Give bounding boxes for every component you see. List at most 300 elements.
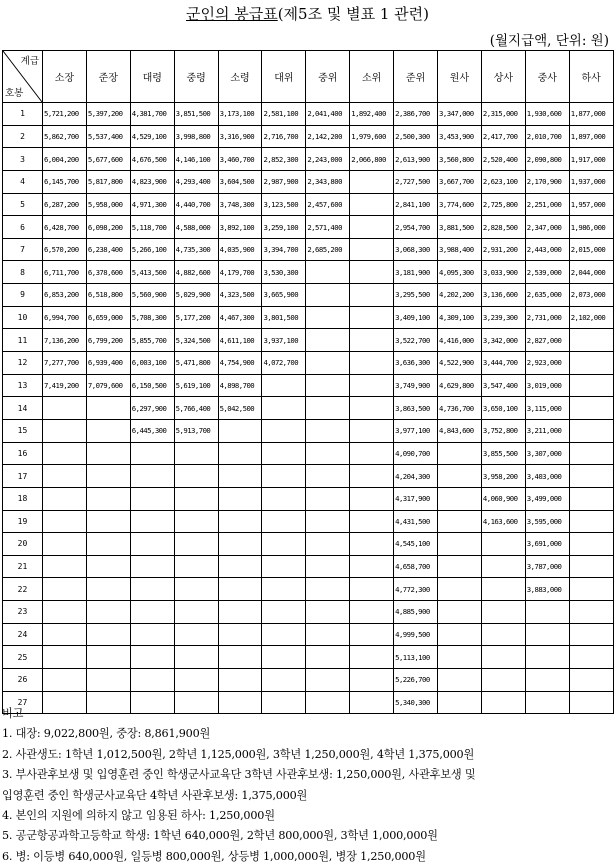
- step-cell: 26: [3, 669, 43, 692]
- notes-section: [2, 704, 613, 867]
- pay-cell: 3,748,300: [218, 193, 262, 216]
- note-line: 입영훈련 중인 학생군사교육단 4학년 사관후보생: 1,375,000원: [2, 788, 308, 802]
- pay-cell: 3,295,500: [394, 284, 438, 307]
- pay-cell: [262, 419, 306, 442]
- pay-cell: 4,202,200: [438, 284, 482, 307]
- pay-cell: 4,898,700: [218, 374, 262, 397]
- pay-cell: [43, 442, 87, 465]
- pay-cell: 3,752,800: [481, 419, 525, 442]
- pay-cell: [130, 669, 174, 692]
- pay-cell: [262, 578, 306, 601]
- pay-cell: [306, 261, 350, 284]
- pay-cell: 4,060,900: [481, 487, 525, 510]
- pay-cell: [218, 487, 262, 510]
- pay-cell: 3,033,900: [481, 261, 525, 284]
- pay-cell: 2,251,000: [525, 193, 569, 216]
- pay-cell: [350, 601, 394, 624]
- pay-cell: 2,102,000: [569, 306, 613, 329]
- pay-cell: [306, 419, 350, 442]
- pay-cell: 6,098,200: [86, 216, 130, 239]
- pay-cell: 5,471,800: [174, 352, 218, 375]
- pay-cell: [350, 352, 394, 375]
- table-row: [3, 125, 614, 148]
- pay-cell: [525, 646, 569, 669]
- table-row: [3, 193, 614, 216]
- pay-cell: [262, 669, 306, 692]
- pay-cell: [130, 578, 174, 601]
- pay-cell: 2,073,000: [569, 284, 613, 307]
- pay-cell: 5,855,700: [130, 329, 174, 352]
- pay-cell: 1,897,000: [569, 125, 613, 148]
- pay-cell: 4,971,300: [130, 193, 174, 216]
- pay-cell: [86, 487, 130, 510]
- pay-cell: [350, 442, 394, 465]
- step-cell: 10: [3, 306, 43, 329]
- pay-cell: 3,530,300: [262, 261, 306, 284]
- pay-cell: 7,136,200: [43, 329, 87, 352]
- pay-cell: 5,913,700: [174, 419, 218, 442]
- pay-cell: 3,115,000: [525, 397, 569, 420]
- pay-cell: [306, 601, 350, 624]
- pay-cell: [481, 669, 525, 692]
- pay-cell: 3,403,000: [525, 465, 569, 488]
- pay-cell: 3,665,900: [262, 284, 306, 307]
- pay-cell: [174, 465, 218, 488]
- pay-cell: [306, 397, 350, 420]
- table-row: [3, 465, 614, 488]
- pay-cell: [130, 533, 174, 556]
- pay-cell: [350, 284, 394, 307]
- pay-cell: [262, 623, 306, 646]
- pay-cell: 4,522,900: [438, 352, 482, 375]
- pay-cell: 2,581,100: [262, 103, 306, 126]
- notes-heading: 비고: [2, 707, 24, 720]
- pay-cell: [350, 397, 394, 420]
- pay-cell: 4,072,700: [262, 352, 306, 375]
- pay-cell: 3,136,600: [481, 284, 525, 307]
- pay-table: [2, 50, 614, 714]
- pay-cell: [569, 533, 613, 556]
- step-cell: 9: [3, 284, 43, 307]
- pay-cell: 4,467,300: [218, 306, 262, 329]
- pay-cell: 2,923,000: [525, 352, 569, 375]
- pay-cell: [218, 510, 262, 533]
- step-cell: 24: [3, 623, 43, 646]
- step-cell: 22: [3, 578, 43, 601]
- pay-cell: [262, 374, 306, 397]
- step-cell: 1: [3, 103, 43, 126]
- pay-cell: 4,440,700: [174, 193, 218, 216]
- pay-cell: [481, 601, 525, 624]
- pay-cell: 4,204,300: [394, 465, 438, 488]
- step-cell: 6: [3, 216, 43, 239]
- pay-cell: 3,851,500: [174, 103, 218, 126]
- pay-cell: [86, 465, 130, 488]
- pay-cell: [43, 669, 87, 692]
- pay-cell: 2,386,700: [394, 103, 438, 126]
- pay-cell: [438, 465, 482, 488]
- pay-cell: 4,843,600: [438, 419, 482, 442]
- step-cell: 5: [3, 193, 43, 216]
- step-cell: 11: [3, 329, 43, 352]
- pay-cell: [174, 510, 218, 533]
- pay-cell: 2,015,000: [569, 238, 613, 261]
- pay-cell: 3,977,100: [394, 419, 438, 442]
- pay-cell: [130, 646, 174, 669]
- pay-cell: [438, 487, 482, 510]
- step-cell: 3: [3, 148, 43, 171]
- pay-cell: 5,118,700: [130, 216, 174, 239]
- pay-cell: 4,293,400: [174, 170, 218, 193]
- pay-cell: [350, 646, 394, 669]
- step-cell: 17: [3, 465, 43, 488]
- pay-cell: 3,019,000: [525, 374, 569, 397]
- pay-cell: 3,499,000: [525, 487, 569, 510]
- pay-cell: 4,317,900: [394, 487, 438, 510]
- pay-cell: 6,004,200: [43, 148, 87, 171]
- pay-cell: [306, 533, 350, 556]
- step-cell: 27: [3, 691, 43, 714]
- pay-cell: 3,881,500: [438, 216, 482, 239]
- pay-cell: [130, 465, 174, 488]
- corner-step-label: 호봉: [5, 88, 24, 99]
- pay-cell: [218, 646, 262, 669]
- pay-cell: 6,145,700: [43, 170, 87, 193]
- table-body: [3, 103, 614, 714]
- pay-cell: [174, 487, 218, 510]
- pay-cell: 5,958,000: [86, 193, 130, 216]
- pay-cell: 3,173,100: [218, 103, 262, 126]
- pay-cell: 2,635,000: [525, 284, 569, 307]
- pay-cell: 2,090,800: [525, 148, 569, 171]
- pay-cell: 5,766,400: [174, 397, 218, 420]
- pay-cell: 3,181,900: [394, 261, 438, 284]
- pay-cell: [306, 623, 350, 646]
- title-sub: (제5조 및 별표 1 관련): [277, 5, 429, 23]
- header-row: [3, 51, 614, 103]
- pay-cell: [174, 601, 218, 624]
- pay-cell: 5,397,200: [86, 103, 130, 126]
- pay-cell: 4,629,800: [438, 374, 482, 397]
- pay-cell: 3,307,000: [525, 442, 569, 465]
- pay-cell: 3,211,000: [525, 419, 569, 442]
- pay-cell: 6,994,700: [43, 306, 87, 329]
- pay-cell: [86, 601, 130, 624]
- pay-cell: [438, 533, 482, 556]
- pay-cell: 1,892,400: [350, 103, 394, 126]
- pay-cell: 4,146,100: [174, 148, 218, 171]
- pay-cell: [350, 329, 394, 352]
- pay-cell: 3,774,600: [438, 193, 482, 216]
- pay-cell: [43, 465, 87, 488]
- pay-cell: [43, 623, 87, 646]
- pay-cell: 4,885,900: [394, 601, 438, 624]
- pay-cell: 7,419,200: [43, 374, 87, 397]
- pay-cell: [350, 623, 394, 646]
- pay-cell: [130, 601, 174, 624]
- pay-cell: [174, 442, 218, 465]
- pay-cell: 5,560,900: [130, 284, 174, 307]
- step-cell: 7: [3, 238, 43, 261]
- pay-cell: 3,667,700: [438, 170, 482, 193]
- pay-cell: [481, 578, 525, 601]
- rank-header: 원사: [438, 51, 482, 103]
- pay-cell: 3,650,100: [481, 397, 525, 420]
- pay-cell: [218, 419, 262, 442]
- pay-cell: 4,431,500: [394, 510, 438, 533]
- table-row: [3, 646, 614, 669]
- table-row: [3, 148, 614, 171]
- pay-cell: [350, 193, 394, 216]
- pay-cell: 2,931,200: [481, 238, 525, 261]
- pay-cell: 4,545,100: [394, 533, 438, 556]
- rank-header: 소장: [43, 51, 87, 103]
- notes-list: [2, 724, 613, 867]
- pay-cell: [438, 510, 482, 533]
- pay-cell: [569, 487, 613, 510]
- table-row: [3, 578, 614, 601]
- pay-cell: 3,394,700: [262, 238, 306, 261]
- pay-cell: 3,239,300: [481, 306, 525, 329]
- pay-cell: 6,659,000: [86, 306, 130, 329]
- rank-header: 상사: [481, 51, 525, 103]
- rank-header: 중위: [306, 51, 350, 103]
- pay-cell: 2,954,700: [394, 216, 438, 239]
- pay-cell: 3,988,400: [438, 238, 482, 261]
- pay-cell: 2,500,300: [394, 125, 438, 148]
- pay-cell: [350, 374, 394, 397]
- pay-cell: [350, 578, 394, 601]
- pay-cell: 5,177,200: [174, 306, 218, 329]
- pay-cell: [43, 578, 87, 601]
- pay-cell: [569, 374, 613, 397]
- pay-cell: 2,571,400: [306, 216, 350, 239]
- table-row: [3, 238, 614, 261]
- pay-cell: 1,877,000: [569, 103, 613, 126]
- table-row: [3, 419, 614, 442]
- pay-cell: 4,676,500: [130, 148, 174, 171]
- rank-header: 중사: [525, 51, 569, 103]
- pay-cell: [43, 533, 87, 556]
- pay-cell: 5,817,800: [86, 170, 130, 193]
- pay-cell: 4,999,500: [394, 623, 438, 646]
- step-cell: 12: [3, 352, 43, 375]
- pay-cell: [306, 555, 350, 578]
- table-row: [3, 601, 614, 624]
- pay-cell: [438, 646, 482, 669]
- pay-cell: [569, 578, 613, 601]
- pay-cell: 4,588,000: [174, 216, 218, 239]
- pay-cell: 6,238,400: [86, 238, 130, 261]
- pay-cell: [438, 669, 482, 692]
- pay-cell: [130, 555, 174, 578]
- rank-header: 준위: [394, 51, 438, 103]
- pay-cell: [569, 397, 613, 420]
- pay-cell: [262, 442, 306, 465]
- pay-cell: 3,595,000: [525, 510, 569, 533]
- pay-cell: [86, 533, 130, 556]
- pay-cell: [350, 555, 394, 578]
- pay-cell: 3,855,500: [481, 442, 525, 465]
- pay-cell: [438, 578, 482, 601]
- table-row: [3, 216, 614, 239]
- pay-cell: [306, 510, 350, 533]
- pay-cell: 5,677,600: [86, 148, 130, 171]
- pay-cell: 4,035,900: [218, 238, 262, 261]
- pay-cell: 4,381,700: [130, 103, 174, 126]
- table-row: [3, 623, 614, 646]
- pay-cell: 3,460,700: [218, 148, 262, 171]
- table-row: [3, 284, 614, 307]
- pay-cell: [350, 216, 394, 239]
- pay-cell: 4,658,700: [394, 555, 438, 578]
- step-cell: 8: [3, 261, 43, 284]
- pay-cell: 4,735,300: [174, 238, 218, 261]
- pay-cell: 3,863,500: [394, 397, 438, 420]
- pay-cell: [569, 646, 613, 669]
- pay-cell: 2,613,900: [394, 148, 438, 171]
- pay-cell: 2,457,600: [306, 193, 350, 216]
- step-cell: 19: [3, 510, 43, 533]
- pay-cell: [569, 623, 613, 646]
- note-line: 6. 병: 이등병 640,000원, 일등병 800,000원, 상등병 1,000,000원, 병장 1,250,000원: [2, 849, 426, 863]
- pay-cell: 1,937,000: [569, 170, 613, 193]
- pay-cell: 2,827,000: [525, 329, 569, 352]
- unit-label: (월지급액, 단위: 원): [489, 33, 609, 49]
- step-cell: 16: [3, 442, 43, 465]
- pay-cell: [525, 669, 569, 692]
- pay-cell: [569, 669, 613, 692]
- pay-cell: 3,347,000: [438, 103, 482, 126]
- pay-cell: [350, 419, 394, 442]
- table-row: [3, 397, 614, 420]
- pay-cell: [262, 646, 306, 669]
- pay-cell: [262, 601, 306, 624]
- pay-cell: 2,685,200: [306, 238, 350, 261]
- pay-cell: [481, 623, 525, 646]
- pay-cell: [262, 487, 306, 510]
- pay-cell: 6,799,200: [86, 329, 130, 352]
- pay-cell: [43, 487, 87, 510]
- pay-cell: [86, 623, 130, 646]
- pay-cell: [350, 510, 394, 533]
- pay-cell: 3,691,000: [525, 533, 569, 556]
- pay-cell: [350, 669, 394, 692]
- pay-cell: [306, 442, 350, 465]
- step-cell: 4: [3, 170, 43, 193]
- pay-cell: [262, 397, 306, 420]
- pay-cell: [130, 442, 174, 465]
- pay-cell: 3,547,400: [481, 374, 525, 397]
- pay-cell: 3,522,700: [394, 329, 438, 352]
- pay-cell: 4,090,700: [394, 442, 438, 465]
- pay-cell: [569, 329, 613, 352]
- pay-cell: [86, 510, 130, 533]
- table-row: [3, 306, 614, 329]
- pay-cell: 2,142,200: [306, 125, 350, 148]
- pay-cell: [306, 329, 350, 352]
- pay-cell: [130, 623, 174, 646]
- step-cell: 2: [3, 125, 43, 148]
- pay-cell: 3,787,000: [525, 555, 569, 578]
- note-line: 4. 본인의 지원에 의하지 않고 임용된 하사: 1,250,000원: [2, 809, 275, 823]
- pay-cell: 2,041,400: [306, 103, 350, 126]
- pay-cell: [350, 533, 394, 556]
- pay-cell: 2,841,100: [394, 193, 438, 216]
- pay-cell: [306, 374, 350, 397]
- pay-cell: [43, 510, 87, 533]
- pay-cell: [306, 352, 350, 375]
- rank-header: 소령: [218, 51, 262, 103]
- note-line: 1. 대장: 9,022,800원, 중장: 8,861,900원: [2, 727, 211, 741]
- pay-cell: [350, 306, 394, 329]
- pay-cell: [306, 669, 350, 692]
- pay-cell: 3,958,200: [481, 465, 525, 488]
- pay-cell: [306, 487, 350, 510]
- pay-cell: 1,930,600: [525, 103, 569, 126]
- page-title: [0, 4, 615, 24]
- pay-cell: 2,343,800: [306, 170, 350, 193]
- pay-cell: 4,095,300: [438, 261, 482, 284]
- step-cell: 15: [3, 419, 43, 442]
- pay-cell: [86, 419, 130, 442]
- step-cell: 23: [3, 601, 43, 624]
- pay-cell: [350, 170, 394, 193]
- pay-cell: [174, 646, 218, 669]
- pay-cell: 5,266,100: [130, 238, 174, 261]
- pay-cell: [130, 510, 174, 533]
- pay-cell: 2,623,100: [481, 170, 525, 193]
- table-row: [3, 555, 614, 578]
- pay-cell: [218, 533, 262, 556]
- pay-cell: 2,725,800: [481, 193, 525, 216]
- pay-cell: [174, 578, 218, 601]
- pay-cell: 2,315,000: [481, 103, 525, 126]
- pay-cell: [569, 465, 613, 488]
- pay-cell: [481, 533, 525, 556]
- pay-cell: [569, 419, 613, 442]
- note-line: 5. 공군항공과학고등학교 학생: 1학년 640,000원, 2학년 800,000원, 3학년 1,000,000원: [2, 829, 438, 843]
- pay-cell: [43, 419, 87, 442]
- pay-cell: 6,378,600: [86, 261, 130, 284]
- pay-cell: [86, 669, 130, 692]
- pay-cell: 4,882,600: [174, 261, 218, 284]
- pay-cell: 2,828,500: [481, 216, 525, 239]
- pay-cell: 4,772,300: [394, 578, 438, 601]
- pay-cell: 6,853,200: [43, 284, 87, 307]
- table-row: [3, 170, 614, 193]
- pay-cell: 3,259,100: [262, 216, 306, 239]
- pay-cell: 2,010,700: [525, 125, 569, 148]
- rank-header: 중령: [174, 51, 218, 103]
- pay-cell: 2,520,400: [481, 148, 525, 171]
- pay-cell: 3,801,500: [262, 306, 306, 329]
- pay-cell: 6,287,200: [43, 193, 87, 216]
- pay-cell: 2,170,900: [525, 170, 569, 193]
- pay-cell: 5,537,400: [86, 125, 130, 148]
- pay-cell: 3,604,500: [218, 170, 262, 193]
- pay-cell: 5,029,900: [174, 284, 218, 307]
- step-cell: 21: [3, 555, 43, 578]
- pay-cell: 3,883,000: [525, 578, 569, 601]
- pay-cell: 3,937,100: [262, 329, 306, 352]
- pay-cell: 5,324,500: [174, 329, 218, 352]
- rank-header: 대령: [130, 51, 174, 103]
- pay-cell: 3,892,100: [218, 216, 262, 239]
- pay-cell: [438, 623, 482, 646]
- pay-cell: 6,711,700: [43, 261, 87, 284]
- pay-cell: [350, 487, 394, 510]
